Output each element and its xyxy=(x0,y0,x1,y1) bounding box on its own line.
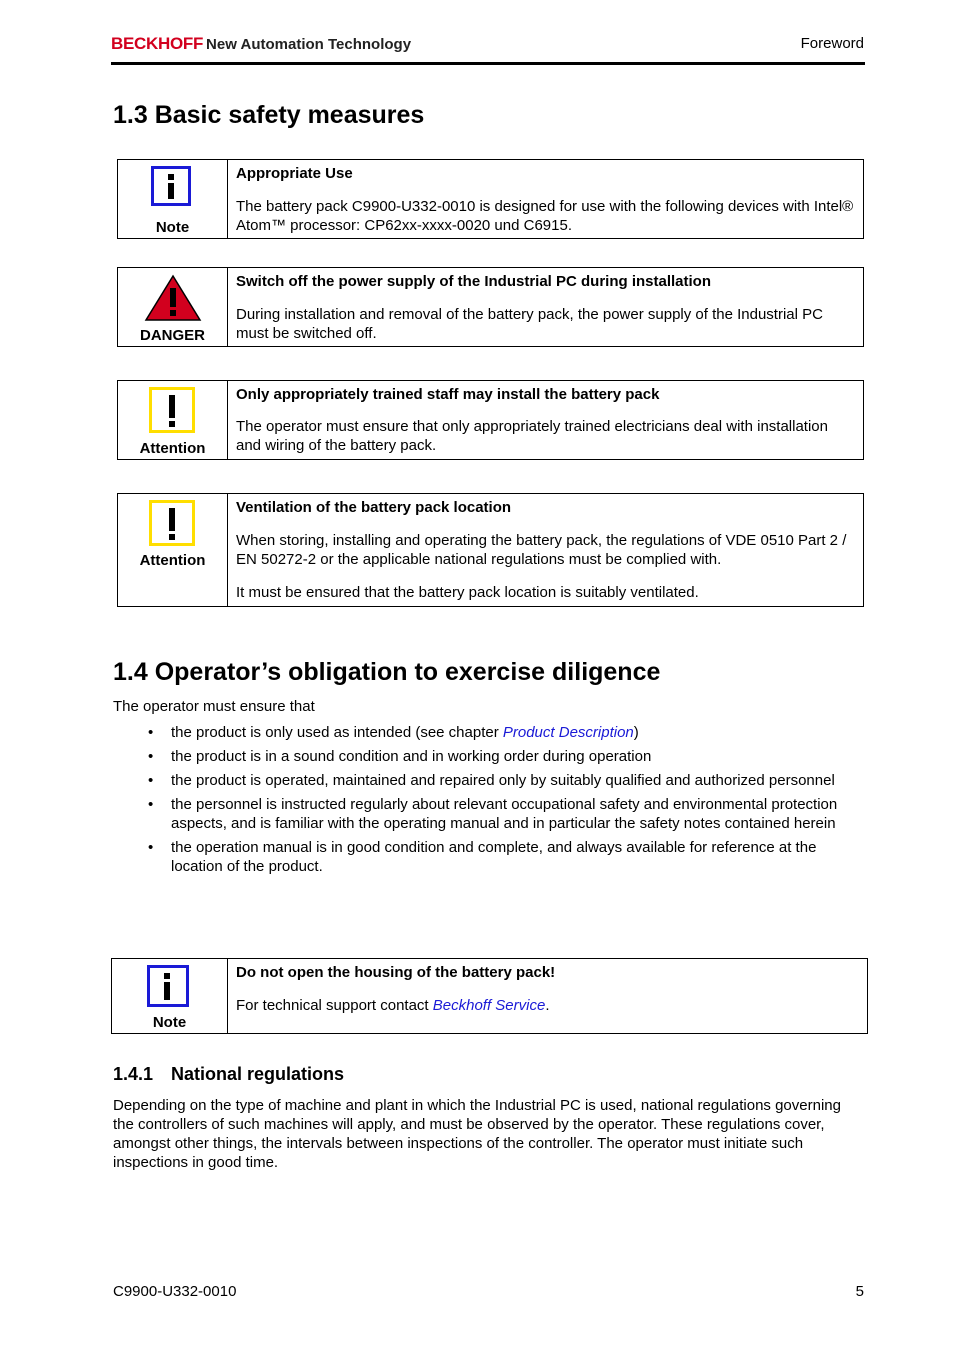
note-box-housing xyxy=(111,958,868,1034)
danger-icon-cell xyxy=(118,268,228,346)
attention-box-ventilation xyxy=(117,493,864,607)
danger-paragraph: During installation and removal of the battery pack, the power supply of the Industrial PC must be switched off. xyxy=(236,306,823,342)
note-paragraph: For technical support contact Beckhoff Service. xyxy=(236,997,550,1014)
header-section-name: Foreword xyxy=(800,35,864,52)
attention-icon xyxy=(149,387,195,433)
section-1-4-1-heading xyxy=(113,1062,344,1086)
brand-name: BECKHOFF xyxy=(111,34,204,53)
attention-title: Ventilation of the battery pack location xyxy=(236,499,512,516)
attention-text xyxy=(228,381,863,459)
note-title: Do not open the housing of the battery pack! xyxy=(236,964,556,981)
national-regulations-body: Depending on the type of machine and plant in which the Industrial PC is used, national regulations governing the controllers of such machines will apply, and must be observed by the operator. These regulations cover, amongst other things, the intervals between inspections of the controller. The operator must initiate such inspections in good time. xyxy=(113,1097,841,1171)
note-label: Note xyxy=(152,1014,187,1031)
attention-label: Attention xyxy=(139,552,206,569)
note-text xyxy=(228,160,863,238)
info-note-icon xyxy=(151,166,191,206)
attention-paragraph: When storing, installing and operating the battery pack, the regulations of VDE 0510 Part 2 / EN 50272-2 or the applicable national regulations must be complied with. xyxy=(236,532,847,568)
note-icon-cell xyxy=(118,160,228,238)
attention-paragraph: The operator must ensure that only appropriately trained electricians deal with installation and wiring of the battery pack. xyxy=(236,418,828,454)
beckhoff-service-link[interactable]: Beckhoff Service xyxy=(432,997,546,1014)
note-text xyxy=(228,959,563,1033)
list-item: • the product is in a sound condition and in working order during operation xyxy=(113,747,865,766)
beckhoff-logo xyxy=(111,33,411,56)
header-rule xyxy=(111,62,865,65)
info-note-icon xyxy=(147,965,189,1007)
attention-box-trained-staff xyxy=(117,380,864,460)
note-title: Appropriate Use xyxy=(236,165,353,182)
danger-label: DANGER xyxy=(139,327,205,344)
attention-text xyxy=(228,494,863,606)
danger-warning-icon xyxy=(144,274,202,322)
footer-page-number: 5 xyxy=(855,1283,864,1300)
section-1-3-title: 1.3 Basic safety measures xyxy=(113,101,425,129)
product-description-link[interactable]: Product Description xyxy=(502,724,634,741)
danger-box-power-supply xyxy=(117,267,864,347)
section-1-4-intro: The operator must ensure that xyxy=(113,698,315,715)
list-item: • the product is only used as intended (see chapter Product Description) xyxy=(113,723,865,742)
brand-tagline: New Automation Technology xyxy=(206,36,412,53)
section-number: 1.4.1 xyxy=(113,1064,154,1084)
list-item: • the personnel is instructed regularly about relevant occupational safety and environmental protection aspects, and is familiar with the operating manual and in particular the safety notes contained herein xyxy=(113,795,865,833)
attention-icon-cell xyxy=(118,381,228,459)
attention-label: Attention xyxy=(139,440,206,457)
note-icon-cell xyxy=(112,959,228,1033)
attention-icon-cell xyxy=(118,494,228,606)
note-label: Note xyxy=(155,219,190,236)
danger-title: Switch off the power supply of the Industrial PC during installation xyxy=(236,273,712,290)
attention-icon xyxy=(149,500,195,546)
attention-title: Only appropriately trained staff may install the battery pack xyxy=(236,386,660,403)
note-paragraph: The battery pack C9900-U332-0010 is designed for use with the following devices with Intel® Atom™ processor: CP62xx-xxxx-0020 und C6915. xyxy=(236,198,854,234)
danger-text xyxy=(228,268,863,346)
operator-obligations-list xyxy=(113,723,865,881)
section-title: National regulations xyxy=(171,1064,345,1084)
list-item: • the product is operated, maintained and repaired only by suitably qualified and authorized personnel xyxy=(113,771,865,790)
section-1-4-title: 1.4 Operator’s obligation to exercise diligence xyxy=(113,658,661,686)
attention-paragraph: It must be ensured that the battery pack location is suitably ventilated. xyxy=(236,584,699,601)
footer-doc-id: C9900-U332-0010 xyxy=(113,1283,237,1300)
note-box-appropriate-use xyxy=(117,159,864,239)
list-item: • the operation manual is in good condition and complete, and always available for reference at the location of the product. xyxy=(113,838,865,876)
